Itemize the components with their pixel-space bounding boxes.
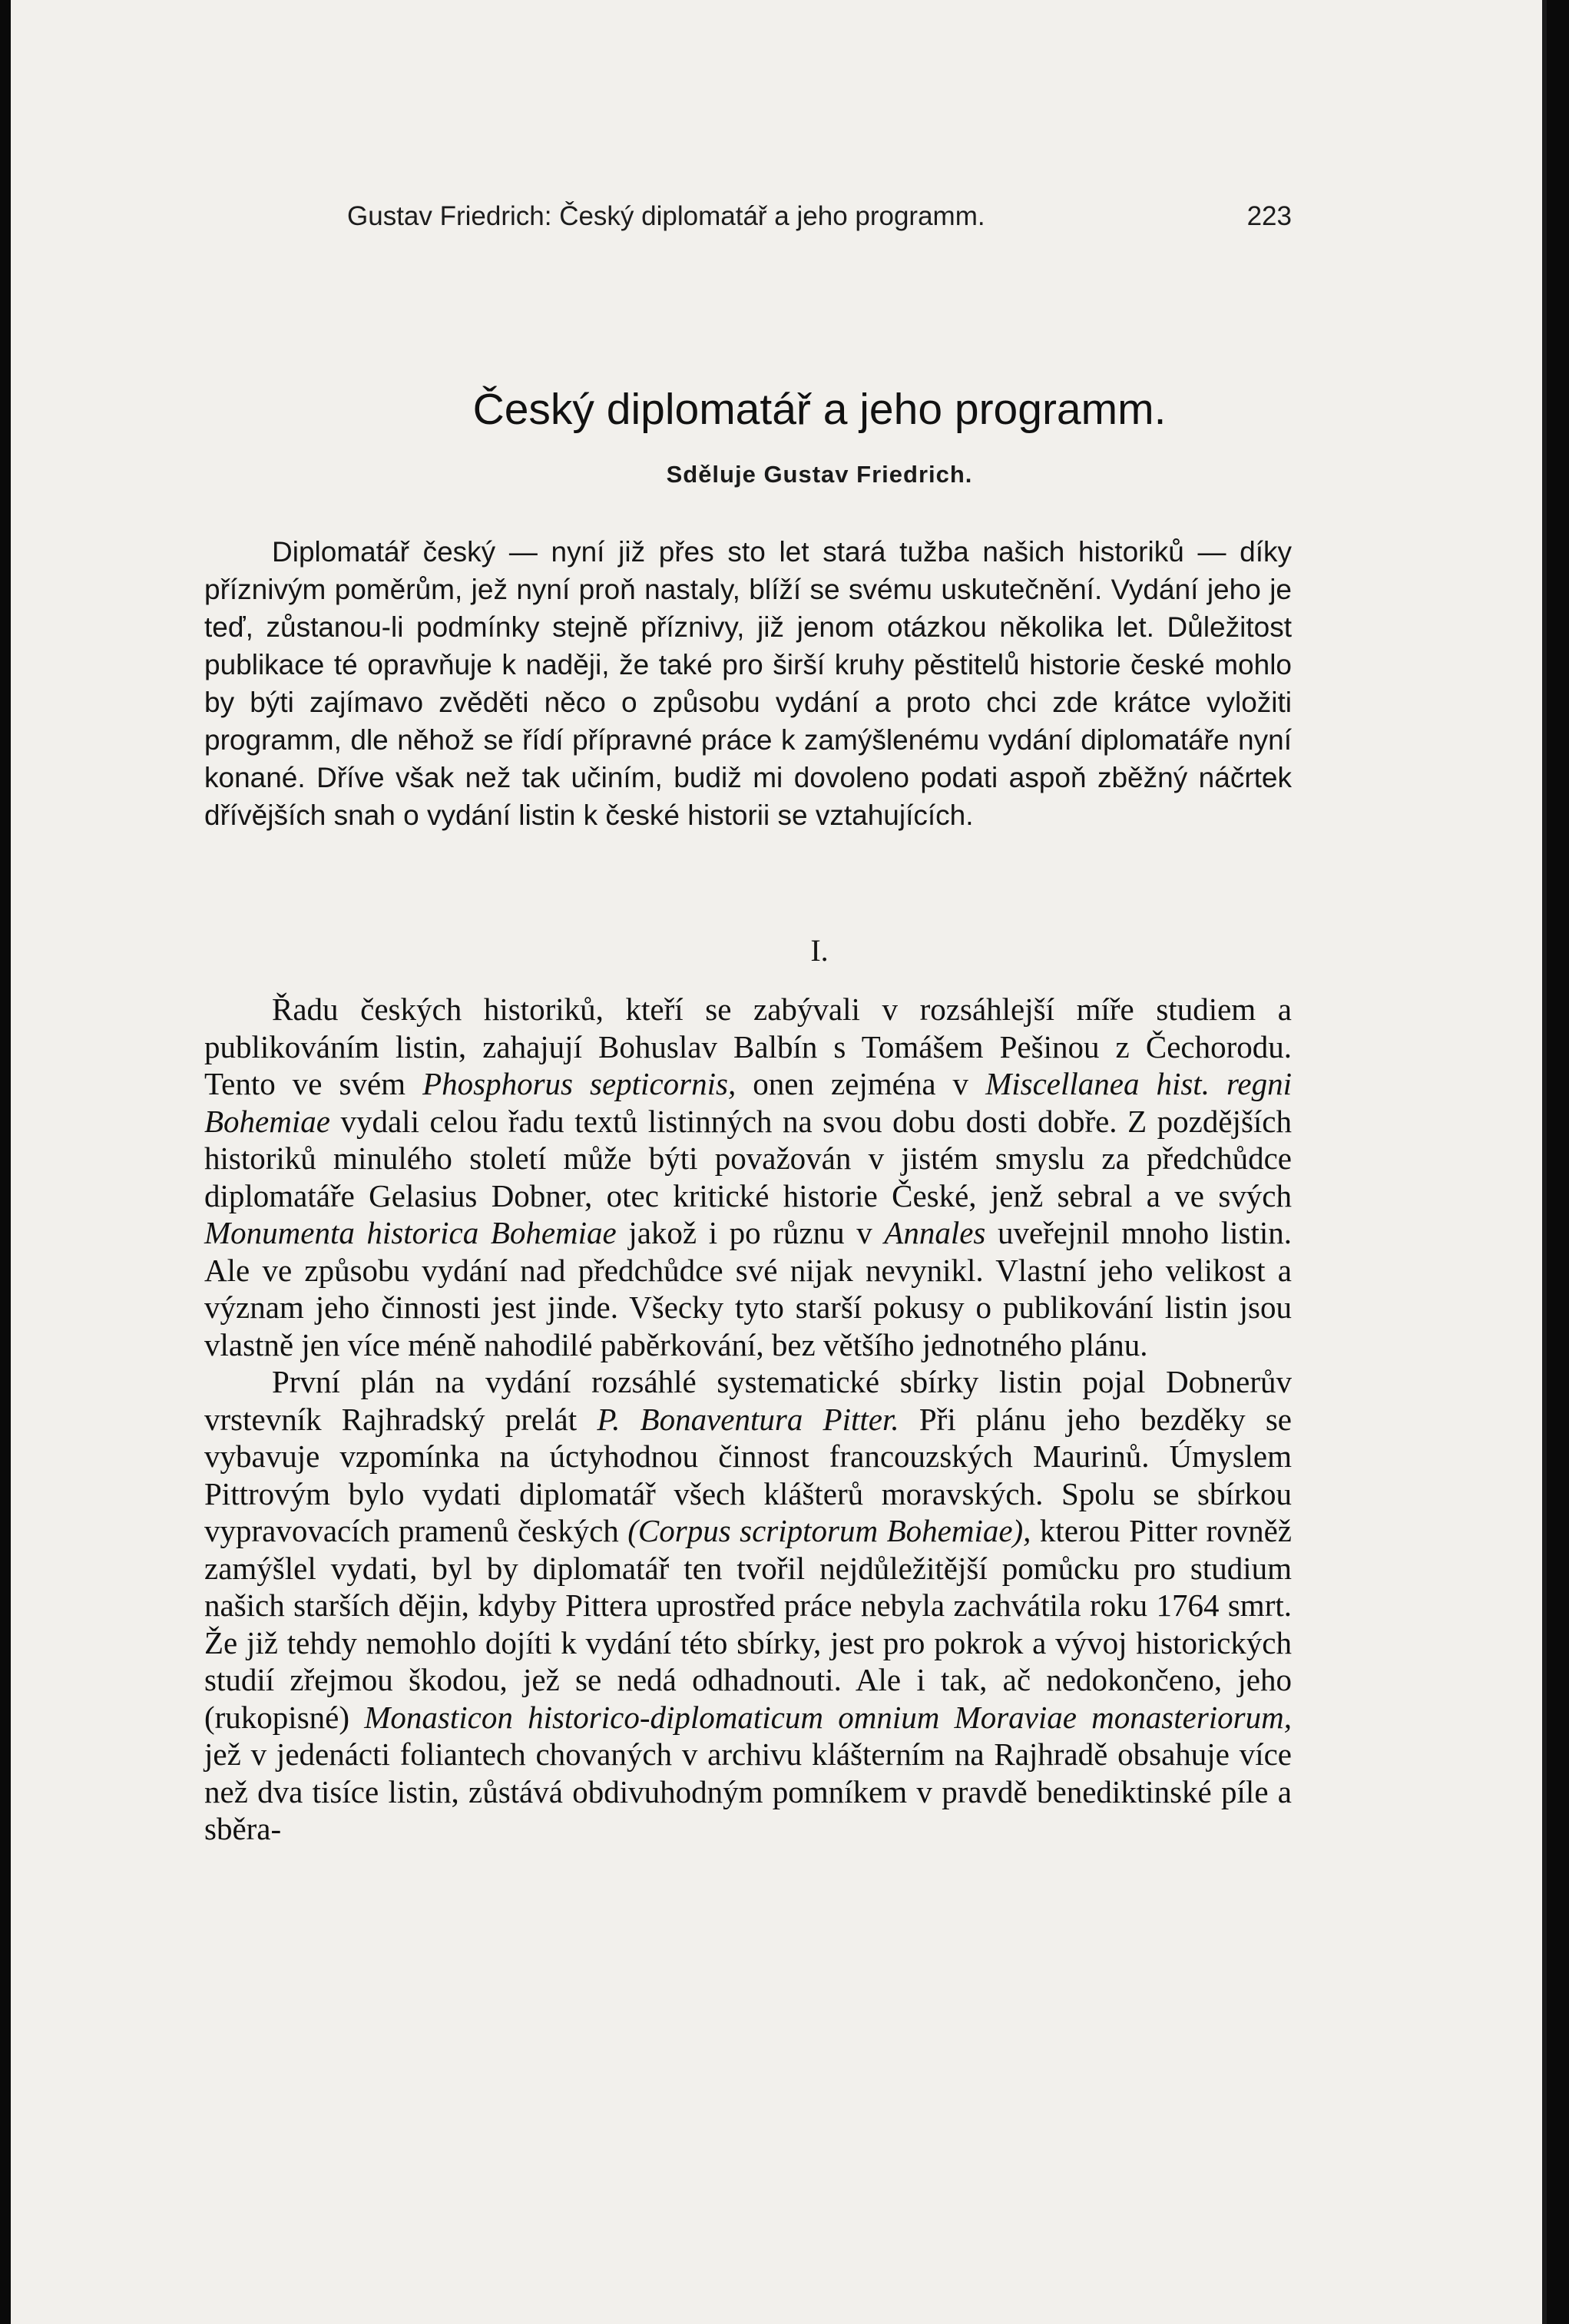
italic-title: Annales	[884, 1215, 986, 1250]
text-run: jakož i po různu v	[616, 1215, 885, 1250]
text-run: vydali celou řadu textů listinných na svou dobu dosti dobře. Z pozdějších historiků minulého století může býti považován v jistém smyslu za předchůdce diplomatáře Gelasius Dobner, otec kritické historie České, jenž sebral a ve svých	[204, 1103, 1292, 1213]
text-run: onen zejména v	[736, 1066, 986, 1101]
intro-paragraph: Diplomatář český — nyní již přes sto let stará tužba našich historiků — díky příznivým poměrům, jež nyní proň nastaly, blíží se svému uskutečnění. Vydání jeho je teď, zůstanou-li podmínky stejně příznivy, již jenom otázkou několika let. Důležitost publikace té opravňuje k naději, že také pro širší kruhy pěstitelů historie české mohlo by býti zajímavo zvěděti něco o způsobu vydání a proto chci zde krátce vyložiti programm, dle něhož se řídí přípravné práce k zamýšlenému vydání diplomatáře nyní konané. Dříve však než tak učiním, budiž mi dovoleno podati aspoň zběžný náčrtek dřívějších snah o vydání listin k české historii se vztahujících.	[204, 536, 1292, 831]
text-run: kterou Pitter rovněž zamýšlel vydati, byl by diplomatář ten tvořil nejdůležitější pomůcku pro studium našich starších dějin, kdyby Pittera uprostřed práce nebyla zachvátila roku 1764 smrt. Že již tehdy nemohlo dojíti k vydání této sbírky, jest pro pokrok a vývoj historických studií zřejmou škodou, jež se nedá odhadnouti. Ale i tak, ač nedokončeno, jeho (rukopisné)	[204, 1513, 1292, 1735]
body-paragraph-1	[204, 991, 1292, 1363]
text-run: jež v jedenácti foliantech chovaných v archivu klášterním na Rajhradě obsahuje více než dva tisíce listin, zůstává obdivuhodným pomníkem v pravdě benediktinské píle a sběra-	[204, 1736, 1292, 1846]
italic-title: Monasticon historico-diplomaticum omnium Moraviae monasteriorum,	[364, 1699, 1292, 1735]
text-run: Při plánu jeho bezděky se vybavuje vzpomínka na úctyhodnou činnost francouzských Maurinů. Úmyslem Pittrovým bylo vydati diplomatář všech klášterů moravských. Spolu se sbírkou vypravovacích pramenů českých	[204, 1401, 1292, 1548]
running-header	[347, 201, 1292, 232]
italic-name: P. Bonaventura Pitter.	[597, 1401, 899, 1437]
italic-title: Miscellanea hist. regni Bohemiae	[204, 1066, 1292, 1139]
text-run: První plán na vydání rozsáhlé systematické sbírky listin pojal Dobnerův vrstevník Rajhradský prelát	[204, 1364, 1292, 1437]
text-run: uveřejnil mnoho listin. Ale ve způsobu vydání nad předchůdce své nijak nevynikl. Vlastní jeho velikost a význam jeho činnosti jest jinde. Všecky tyto starší pokusy o publikování listin jsou vlastně jen více méně nahodilé paběrkování, bez většího jednotného plánu.	[204, 1215, 1293, 1362]
intro-section	[204, 533, 1292, 834]
italic-title: Phosphorus septicornis,	[422, 1066, 737, 1101]
book-page	[11, 0, 1547, 2324]
italic-title: Monumenta historica Bohemiae	[204, 1215, 617, 1250]
italic-title: (Corpus scriptorum Bohemiae),	[627, 1513, 1031, 1548]
page-number: 223	[1246, 201, 1292, 231]
section-number: I.	[810, 933, 829, 968]
running-title: Gustav Friedrich: Český diplomatář a jeho programm.	[347, 201, 985, 231]
body-text	[204, 991, 1292, 1848]
body-paragraph-2	[204, 1363, 1292, 1848]
article-byline: Sděluje Gustav Friedrich.	[666, 461, 973, 488]
article-title: Český diplomatář a jeho programm.	[472, 385, 1167, 434]
text-run: Řadu českých historiků, kteří se zabývali v rozsáhlejší míře studiem a publikováním listin, zahajují Bohuslav Balbín s Tomášem Pešinou z Čechorodu. Tento ve svém	[204, 992, 1292, 1101]
